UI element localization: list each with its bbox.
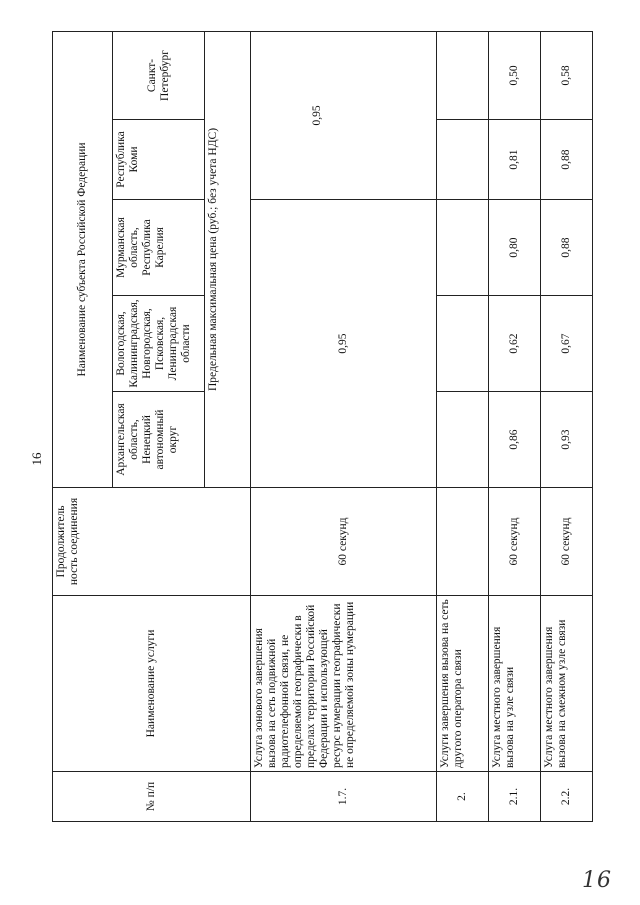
header-price: Предельная максимальная цена (руб.; без учета НДС): [205, 31, 251, 487]
row-number: 2.1.: [489, 772, 541, 822]
handwritten-page-number: 16: [582, 868, 612, 893]
page-number: 16: [29, 452, 44, 466]
header-service-name: Наименование услуги: [53, 596, 251, 772]
row-price: [437, 296, 489, 392]
header-region-vologda-group: Вологодская, Калининградская, Новгородская, Псковская, Ленинградская области: [113, 296, 205, 392]
row-price: 0,88: [541, 120, 593, 200]
table-row: [541, 31, 593, 821]
header-region-spb: Санкт-Петербург: [113, 31, 205, 119]
header-region-komi: Республика Коми: [113, 120, 205, 200]
row-duration: 60 секунд: [489, 488, 541, 596]
row-price: 0,93: [541, 392, 593, 488]
row-price-merged-2: 0,95: [251, 31, 437, 199]
row-service-name: Услуга зонового завершения вызова на сеть подвижной радиотелефонной связи, не определяемой географически в пределах территории Российской Федерации и использующей ресурс нумерации географически не определяемой зоны нумерации: [251, 596, 437, 772]
row-service-name: Услуга местного завершения вызова на узле связи: [489, 596, 541, 772]
row-price-merged-1: 0,95: [251, 200, 437, 488]
row-price: 0,67: [541, 296, 593, 392]
row-price: 0,86: [489, 392, 541, 488]
row-number: 2.2.: [541, 772, 593, 822]
row-price: [437, 200, 489, 296]
row-duration: [437, 488, 489, 596]
row-price: 0,62: [489, 296, 541, 392]
header-duration: Продолжитель ность соединения: [53, 488, 251, 596]
row-duration: 60 секунд: [541, 488, 593, 596]
header-region-group: Наименование субъекта Российской Федерации: [53, 31, 113, 487]
row-price: 0,80: [489, 200, 541, 296]
row-service-name: Услуги завершения вызова на сеть другого оператора связи: [437, 596, 489, 772]
table-row: [437, 31, 489, 821]
rotated-table-container: [52, 32, 592, 822]
row-price: 0,50: [489, 31, 541, 119]
row-price: [437, 120, 489, 200]
row-number: 2.: [437, 772, 489, 822]
header-number: № п/п: [53, 772, 251, 822]
header-region-arkhangelsk: Архангельская область, Ненецкий автономный округ: [113, 392, 205, 488]
row-number: 1.7.: [251, 772, 437, 822]
row-price: [437, 31, 489, 119]
row-service-name: Услуга местного завершения вызова на смежном узле связи: [541, 596, 593, 772]
row-price: 0,81: [489, 120, 541, 200]
row-price: 0,58: [541, 31, 593, 119]
row-duration: 60 секунд: [251, 488, 437, 596]
row-price: 0,88: [541, 200, 593, 296]
header-region-murmansk-karelia: Мурманская область, Республика Карелия: [113, 200, 205, 296]
row-price: [437, 392, 489, 488]
table-row: [489, 31, 541, 821]
tariff-table: [52, 31, 593, 822]
table-row: [251, 31, 437, 821]
